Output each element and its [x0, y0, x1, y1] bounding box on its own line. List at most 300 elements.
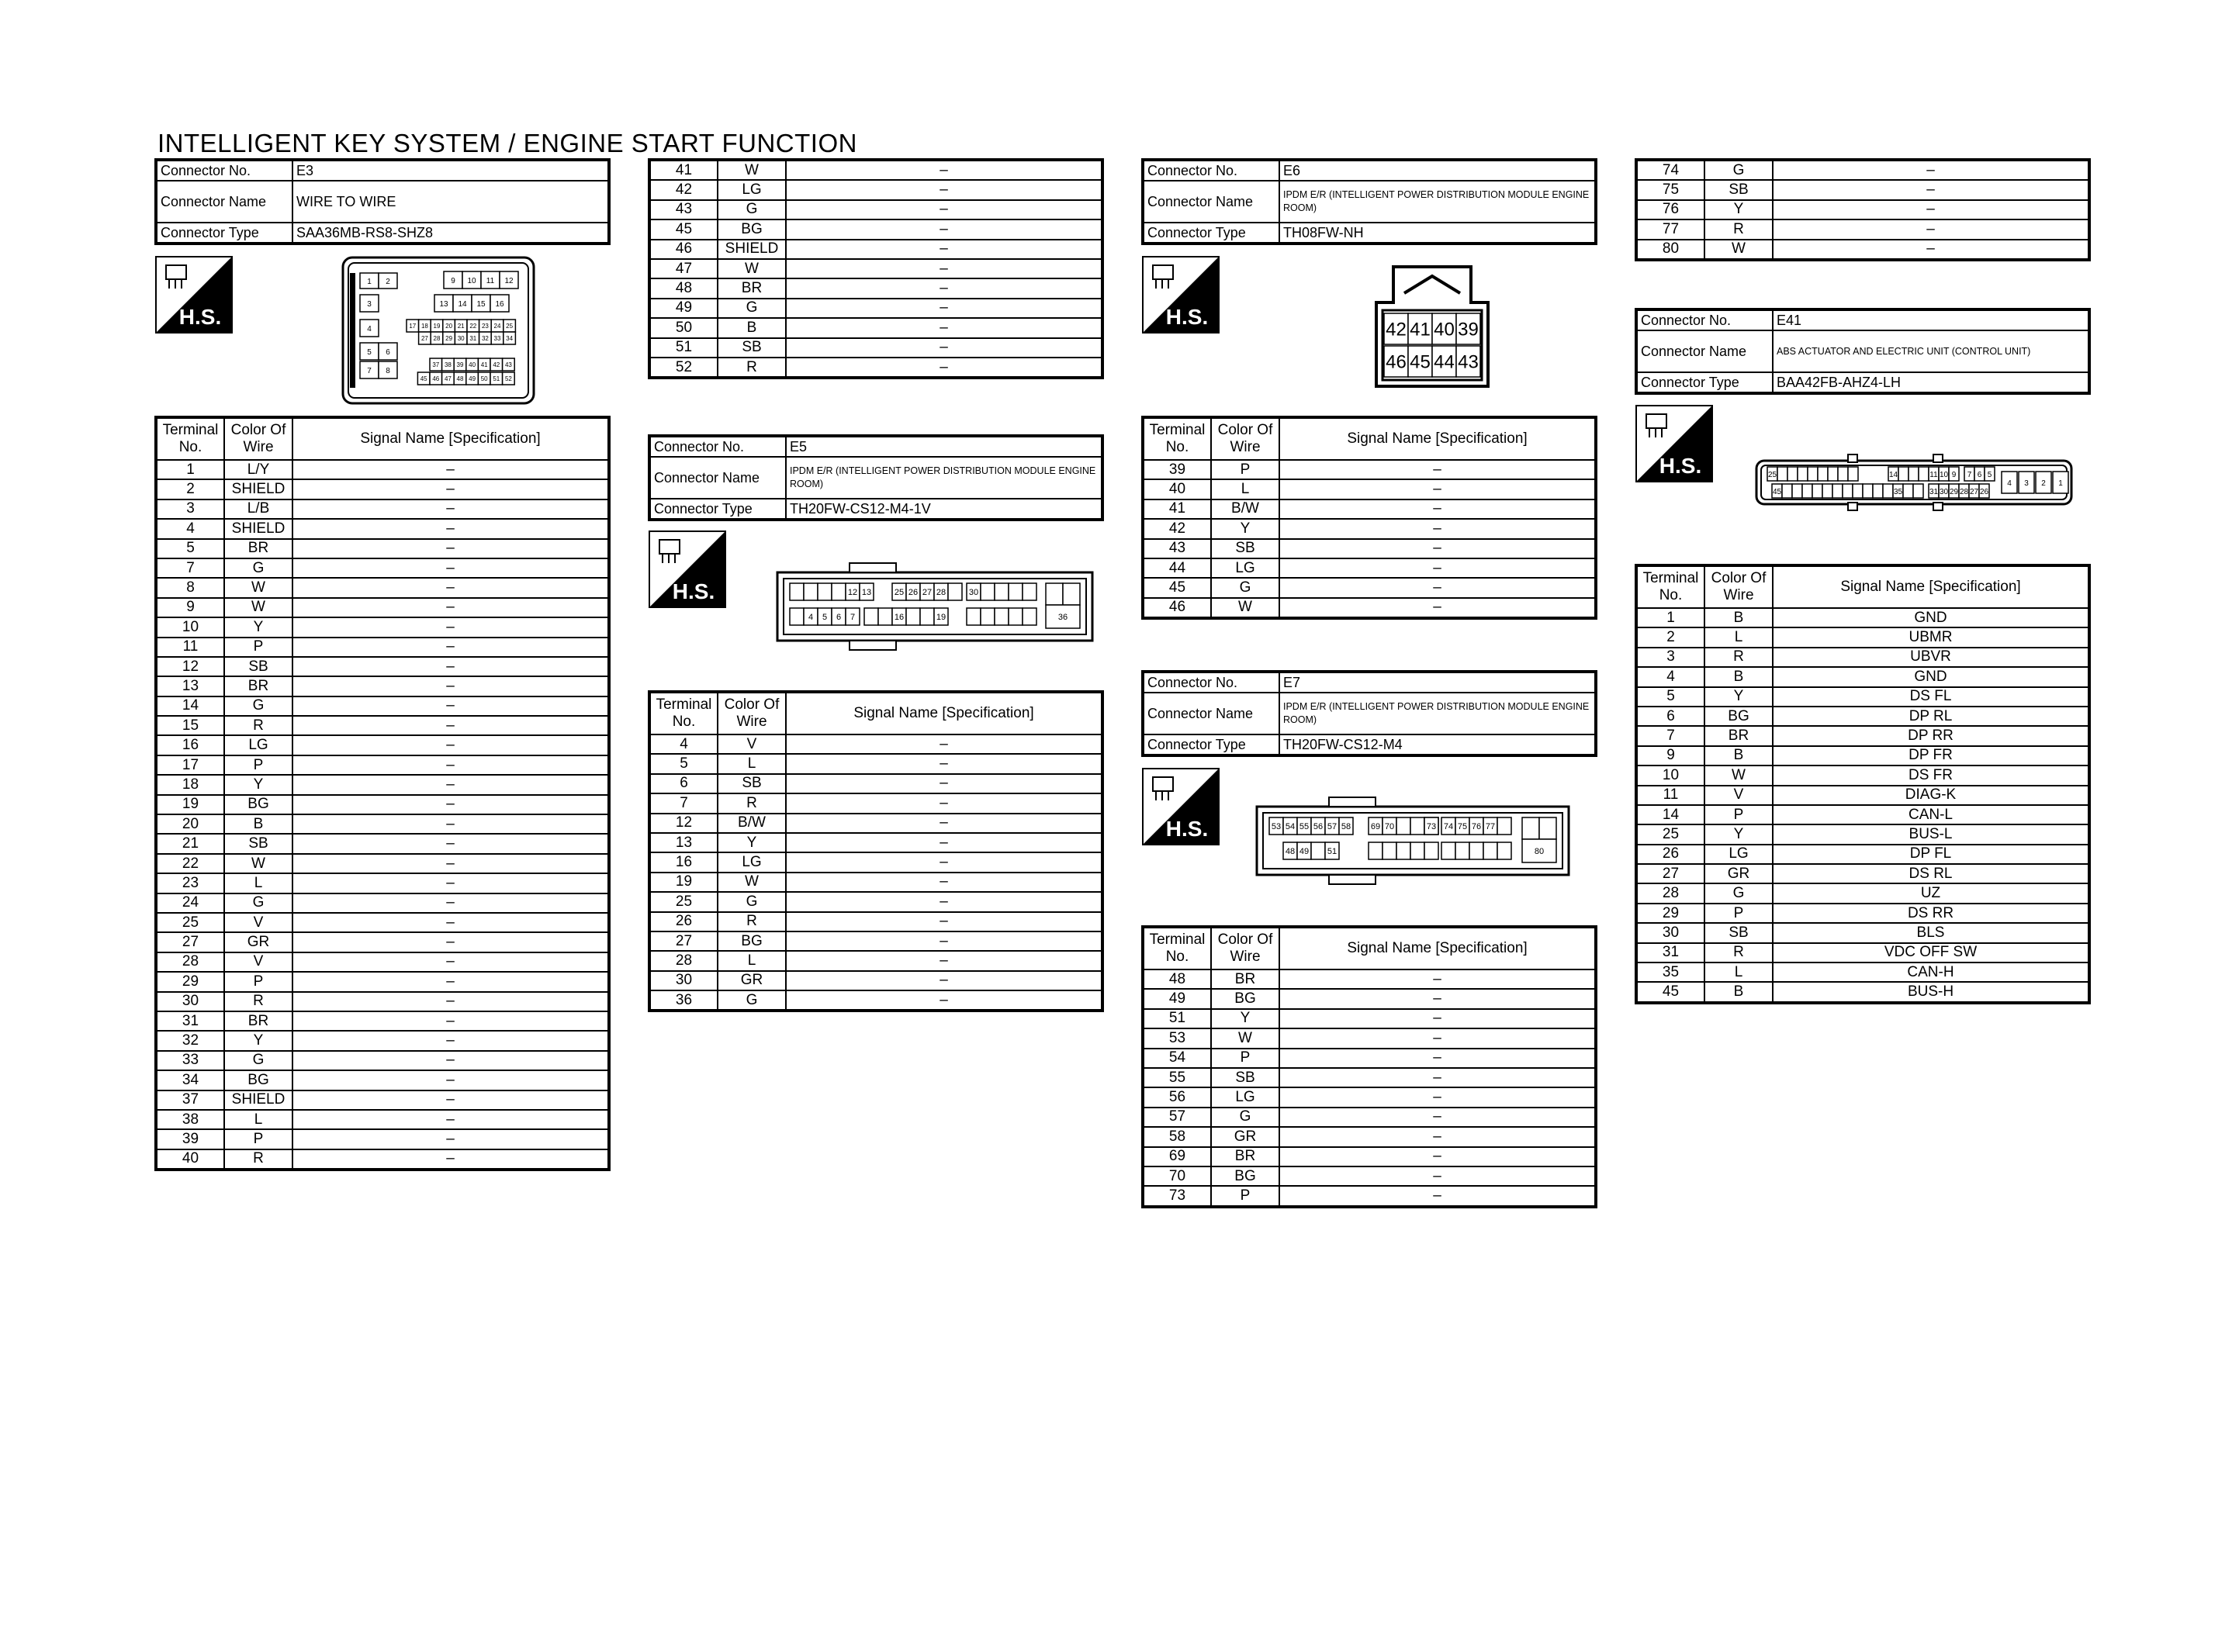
table-row: [1636, 687, 2089, 707]
table-row: [156, 775, 609, 794]
connector-name-label: Connector Name: [1636, 330, 1773, 372]
terminal-no-cell: 5: [649, 754, 718, 773]
wire-color-cell: L: [718, 754, 786, 773]
pin-cell: [1469, 842, 1483, 859]
pin-label: 49: [1299, 847, 1310, 856]
table-row: [1636, 200, 2089, 219]
table-row: [1143, 460, 1596, 479]
pin-cell: [832, 583, 846, 600]
wire-color-cell: V: [1704, 786, 1773, 805]
connector-e5-face-icon: [776, 562, 1094, 651]
connector-e3-face-icon: [341, 256, 535, 405]
connector-e6-face-icon: [1373, 265, 1491, 389]
signal-name-cell: –: [292, 539, 609, 558]
table-row: [1143, 1108, 1596, 1127]
pin-label: 40: [469, 361, 476, 368]
signal-name-cell: BUS-H: [1773, 982, 2089, 1002]
signal-name-cell: UBVR: [1773, 648, 2089, 667]
signal-name-cell: –: [292, 834, 609, 853]
wire-color-cell: BG: [718, 219, 786, 239]
harness-side-icon: [649, 531, 726, 608]
wire-color-cell: GR: [718, 971, 786, 990]
signal-name-cell: –: [1279, 1127, 1596, 1146]
terminal-no-cell: 4: [1636, 667, 1704, 686]
pin-label: 42: [493, 361, 500, 368]
signal-name-cell: –: [1279, 460, 1596, 479]
table-row: [1143, 598, 1596, 618]
wire-color-cell: R: [224, 1149, 292, 1170]
connector-type-label: Connector Type: [1143, 223, 1279, 244]
wire-color-cell: W: [1211, 598, 1279, 618]
wire-color-cell: G: [1704, 883, 1773, 903]
pin-label: 2: [2041, 479, 2046, 488]
pin-label: 3: [367, 300, 372, 309]
terminal-no-header: Terminal No.: [649, 692, 718, 734]
terminal-no-cell: 42: [1143, 519, 1211, 538]
table-row: [1636, 240, 2089, 260]
signal-name-cell: DIAG-K: [1773, 786, 2089, 805]
pin-cell: [1843, 484, 1853, 498]
wire-color-cell: G: [224, 558, 292, 578]
signal-name-cell: –: [786, 873, 1102, 892]
table-row: [1143, 1028, 1596, 1048]
signal-name-cell: –: [786, 912, 1102, 931]
terminal-no-cell: 45: [1636, 982, 1704, 1002]
pin-label: 30: [1939, 488, 1949, 496]
signal-name-cell: –: [786, 180, 1102, 199]
wire-color-cell: BR: [1211, 969, 1279, 989]
table-row: [156, 1129, 609, 1149]
signal-name-cell: –: [292, 1090, 609, 1110]
terminal-no-cell: 15: [156, 716, 224, 735]
pin-cell: [1909, 467, 1919, 481]
table-row: [156, 1149, 609, 1170]
signal-name-cell: DS RR: [1773, 904, 2089, 923]
signal-name-cell: –: [786, 814, 1102, 833]
pin-cell: [995, 608, 1009, 625]
pin-cell: [1023, 608, 1036, 625]
table-row: [156, 795, 609, 814]
terminal-no-cell: 23: [156, 873, 224, 893]
pin-label: 4: [808, 613, 814, 622]
signal-name-cell: –: [292, 1031, 609, 1050]
signal-name-cell: –: [292, 598, 609, 617]
wire-color-cell: G: [1704, 160, 1773, 180]
pin-label: 76: [1471, 822, 1482, 831]
signal-name-cell: –: [292, 1051, 609, 1070]
connector-e41-info: [1635, 308, 2091, 395]
terminal-no-cell: 35: [1636, 963, 1704, 982]
table-row: [649, 774, 1102, 793]
terminal-no-cell: 31: [156, 1011, 224, 1031]
connector-type-value: TH20FW-CS12-M4: [1279, 734, 1596, 755]
terminal-no-cell: 30: [649, 971, 718, 990]
pin-label: 22: [469, 322, 477, 330]
wire-color-cell: G: [224, 696, 292, 716]
pin-cell: [1798, 467, 1808, 481]
table-row: [649, 990, 1102, 1011]
pin-label: 26: [908, 588, 919, 597]
signal-name-cell: –: [786, 774, 1102, 793]
pin-label: 25: [894, 588, 905, 597]
wire-color-cell: BG: [224, 1070, 292, 1090]
pin-cell: [906, 608, 920, 625]
pin-cell: [1802, 484, 1812, 498]
pin-label: 25: [1767, 471, 1777, 479]
terminal-no-cell: 56: [1143, 1087, 1211, 1107]
pin-label: 32: [481, 334, 489, 342]
pin-label: 54: [1285, 822, 1296, 831]
terminal-no-cell: 32: [156, 1031, 224, 1050]
e7-terminal-table-continued: [1635, 158, 2091, 261]
table-row: [1636, 923, 2089, 942]
wire-color-cell: B/W: [1211, 499, 1279, 519]
pin-label: 69: [1370, 822, 1381, 831]
hs-text: H.S.: [1165, 305, 1209, 329]
connector-no-value: E6: [1279, 160, 1596, 181]
table-row: [1636, 982, 2089, 1002]
pin-cell: [1898, 467, 1909, 481]
pin-cell: [1792, 484, 1802, 498]
e6-terminal-table: [1141, 416, 1597, 620]
connector-no-label: Connector No.: [156, 160, 292, 181]
terminal-no-cell: 37: [156, 1090, 224, 1110]
signal-name-cell: –: [292, 873, 609, 893]
table-row: [1143, 1127, 1596, 1146]
connector-no-label: Connector No.: [1636, 309, 1773, 330]
table-row: [1636, 219, 2089, 239]
wire-color-cell: G: [224, 893, 292, 913]
connector-e41-face-icon: [1755, 453, 2073, 512]
signal-name-cell: DS FL: [1773, 687, 2089, 707]
wire-color-cell: GR: [1211, 1127, 1279, 1146]
signal-name-cell: –: [1279, 519, 1596, 538]
signal-name-cell: BLS: [1773, 923, 2089, 942]
pin-label: 37: [432, 361, 440, 368]
terminal-no-cell: 45: [649, 219, 718, 239]
table-row: [1143, 539, 1596, 558]
terminal-no-header: Terminal No.: [1143, 417, 1211, 460]
pin-label: 40: [1434, 319, 1455, 340]
terminal-no-cell: 8: [156, 578, 224, 597]
wire-color-cell: W: [718, 259, 786, 278]
wire-color-cell: W: [224, 854, 292, 873]
table-row: [1143, 578, 1596, 597]
table-row: [156, 1051, 609, 1070]
wire-color-cell: B: [718, 318, 786, 337]
wire-color-cell: R: [1704, 219, 1773, 239]
pin-cell: [1787, 467, 1798, 481]
wire-color-cell: SB: [224, 834, 292, 853]
wire-color-cell: L/B: [224, 499, 292, 519]
table-row: [1636, 845, 2089, 864]
table-row: [1636, 160, 2089, 180]
pin-label: 31: [469, 334, 477, 342]
pin-cell: [1455, 842, 1469, 859]
wire-color-cell: P: [1704, 904, 1773, 923]
pin-cell: [967, 608, 981, 625]
pin-label: 10: [1939, 471, 1949, 479]
terminal-no-cell: 42: [649, 180, 718, 199]
wire-color-cell: P: [1211, 1049, 1279, 1068]
wire-color-cell: B: [1704, 746, 1773, 766]
table-row: [1636, 746, 2089, 766]
table-row: [649, 814, 1102, 833]
wire-color-cell: P: [224, 755, 292, 775]
pin-cell: [1009, 583, 1023, 600]
terminal-no-cell: 20: [156, 814, 224, 834]
table-row: [649, 873, 1102, 892]
table-row: [1143, 969, 1596, 989]
connector-e3-info: [154, 158, 611, 245]
signal-name-cell: –: [292, 499, 609, 519]
terminal-no-cell: 7: [156, 558, 224, 578]
signal-name-cell: –: [292, 578, 609, 597]
wire-color-cell: V: [718, 734, 786, 754]
signal-name-header: Signal Name [Specification]: [292, 417, 609, 460]
terminal-no-cell: 77: [1636, 219, 1704, 239]
signal-name-cell: –: [292, 696, 609, 716]
signal-name-cell: –: [786, 951, 1102, 970]
signal-name-cell: –: [292, 893, 609, 913]
wire-color-cell: BR: [718, 278, 786, 298]
wire-color-cell: Y: [1704, 200, 1773, 219]
pin-cell: [1848, 467, 1858, 481]
table-row: [1636, 627, 2089, 647]
wire-color-cell: G: [224, 1051, 292, 1070]
pin-label: 8: [386, 367, 390, 375]
pin-label: 56: [1313, 822, 1324, 831]
pin-cell: [1410, 842, 1424, 859]
signal-name-cell: –: [786, 259, 1102, 278]
pin-cell: [1369, 842, 1383, 859]
pin-label: 5: [367, 348, 372, 357]
pin-label: 74: [1443, 822, 1454, 831]
pin-cell: [1497, 817, 1511, 835]
connector-name-value: IPDM E/R (INTELLIGENT POWER DISTRIBUTION MODULE ENGINE ROOM): [1279, 693, 1596, 734]
table-row: [1143, 1186, 1596, 1206]
signal-name-cell: CAN-H: [1773, 963, 2089, 982]
pin-label: 27: [1969, 488, 1979, 496]
pin-label: 4: [367, 325, 372, 334]
wire-color-cell: L: [718, 951, 786, 970]
signal-name-cell: –: [786, 734, 1102, 754]
table-row: [156, 893, 609, 913]
table-row: [1636, 824, 2089, 844]
pin-label: 11: [1929, 471, 1938, 479]
wire-color-cell: P: [1211, 460, 1279, 479]
pin-cell: [1311, 842, 1325, 859]
pin-label: 7: [1967, 471, 1972, 479]
table-row: [156, 972, 609, 991]
wire-color-cell: B: [1704, 608, 1773, 627]
terminal-no-cell: 7: [649, 793, 718, 813]
wire-color-cell: SB: [1704, 180, 1773, 199]
terminal-no-cell: 49: [649, 299, 718, 318]
table-row: [1636, 667, 2089, 686]
signal-name-cell: –: [786, 240, 1102, 259]
signal-name-cell: –: [786, 852, 1102, 872]
signal-name-cell: –: [292, 460, 609, 479]
pin-label: 10: [467, 277, 476, 285]
signal-name-cell: UZ: [1773, 883, 2089, 903]
terminal-no-cell: 57: [1143, 1108, 1211, 1127]
pin-label: 13: [861, 588, 872, 597]
signal-name-cell: –: [292, 795, 609, 814]
terminal-no-cell: 13: [156, 676, 224, 696]
table-row: [649, 240, 1102, 259]
wire-color-cell: LG: [1211, 1087, 1279, 1107]
terminal-no-cell: 12: [649, 814, 718, 833]
table-row: [649, 931, 1102, 951]
table-row: [156, 1070, 609, 1090]
pin-label: 3: [2024, 479, 2029, 488]
wire-color-cell: SB: [224, 657, 292, 676]
table-row: [1143, 519, 1596, 538]
pin-label: 73: [1426, 822, 1437, 831]
table-row: [1636, 786, 2089, 805]
table-row: [1636, 608, 2089, 627]
terminal-no-cell: 17: [156, 755, 224, 775]
signal-name-cell: –: [292, 1149, 609, 1170]
wire-color-cell: BR: [1704, 726, 1773, 745]
pin-label: 11: [486, 277, 495, 285]
wire-color-cell: BR: [224, 539, 292, 558]
terminal-no-cell: 24: [156, 893, 224, 913]
terminal-no-cell: 36: [649, 990, 718, 1011]
terminal-no-cell: 46: [649, 240, 718, 259]
connector-name-label: Connector Name: [1143, 181, 1279, 223]
table-row: [156, 598, 609, 617]
signal-name-cell: –: [1279, 499, 1596, 519]
color-of-wire-header: Color Of Wire: [1211, 927, 1279, 969]
wire-color-cell: W: [718, 160, 786, 180]
pin-label: 70: [1384, 822, 1395, 831]
wire-color-cell: BG: [1211, 989, 1279, 1008]
wire-color-cell: Y: [224, 617, 292, 637]
pin-label: 34: [506, 334, 514, 342]
terminal-no-cell: 52: [649, 358, 718, 378]
terminal-no-cell: 19: [649, 873, 718, 892]
signal-name-cell: UBMR: [1773, 627, 2089, 647]
signal-name-cell: –: [786, 793, 1102, 813]
table-row: [649, 160, 1102, 180]
signal-name-cell: GND: [1773, 667, 2089, 686]
wire-color-cell: SB: [718, 338, 786, 358]
terminal-no-cell: 43: [649, 200, 718, 219]
pin-cell: [1822, 484, 1832, 498]
pin-label: 5: [822, 613, 828, 622]
wire-color-cell: BG: [1211, 1166, 1279, 1186]
connector-no-value: E7: [1279, 672, 1596, 693]
signal-name-cell: DP FR: [1773, 746, 2089, 766]
wire-color-cell: B: [1704, 667, 1773, 686]
pin-label: 2: [386, 278, 390, 286]
pin-label: 28: [433, 334, 441, 342]
pin-cell: [1063, 583, 1080, 605]
pin-label: 38: [444, 361, 452, 368]
wire-color-cell: Y: [224, 775, 292, 794]
wire-color-cell: L: [224, 1110, 292, 1129]
hs-text: H.S.: [1165, 817, 1209, 841]
terminal-no-cell: 53: [1143, 1028, 1211, 1048]
signal-name-cell: BUS-L: [1773, 824, 2089, 844]
table-row: [649, 833, 1102, 852]
signal-name-cell: –: [292, 638, 609, 657]
terminal-no-cell: 10: [1636, 766, 1704, 785]
wire-color-cell: Y: [718, 833, 786, 852]
wire-color-cell: B: [1704, 982, 1773, 1002]
connector-name-value: IPDM E/R (INTELLIGENT POWER DISTRIBUTION MODULE ENGINE ROOM): [786, 457, 1102, 499]
pin-label: 25: [506, 322, 514, 330]
table-row: [1636, 864, 2089, 883]
terminal-no-cell: 1: [1636, 608, 1704, 627]
hs-text: H.S.: [178, 305, 222, 329]
wire-color-cell: Y: [224, 1031, 292, 1050]
pin-cell: [1913, 484, 1923, 498]
wire-color-cell: SHIELD: [224, 519, 292, 538]
signal-name-cell: –: [1279, 1186, 1596, 1206]
signal-name-cell: –: [786, 318, 1102, 337]
signal-name-cell: –: [292, 735, 609, 755]
table-row: [649, 338, 1102, 358]
pin-cell: [1903, 484, 1913, 498]
connector-type-label: Connector Type: [1143, 734, 1279, 755]
pin-cell: [1046, 583, 1063, 605]
e3-terminal-table: [154, 416, 611, 1171]
wire-color-cell: L: [1704, 627, 1773, 647]
table-row: [649, 912, 1102, 931]
wire-color-cell: BG: [718, 931, 786, 951]
wire-color-cell: W: [1704, 766, 1773, 785]
pin-label: 23: [481, 322, 489, 330]
terminal-no-cell: 25: [156, 913, 224, 932]
terminal-no-cell: 43: [1143, 539, 1211, 558]
signal-name-cell: –: [292, 932, 609, 952]
signal-name-cell: –: [786, 160, 1102, 180]
pin-cell: [878, 608, 892, 625]
wire-color-cell: G: [1211, 578, 1279, 597]
table-row: [156, 992, 609, 1011]
wire-color-cell: V: [224, 913, 292, 932]
pin-cell: [1919, 467, 1929, 481]
table-row: [649, 318, 1102, 337]
terminal-no-cell: 28: [649, 951, 718, 970]
pin-label: 39: [456, 361, 464, 368]
signal-name-cell: –: [1279, 1108, 1596, 1127]
signal-name-cell: –: [292, 657, 609, 676]
terminal-no-cell: 30: [1636, 923, 1704, 942]
wire-color-cell: SB: [1211, 539, 1279, 558]
wire-color-cell: BG: [224, 795, 292, 814]
pin-cell: [948, 583, 962, 600]
wire-color-cell: R: [224, 716, 292, 735]
connector-type-label: Connector Type: [1636, 372, 1773, 393]
wire-color-cell: SHIELD: [224, 479, 292, 499]
terminal-no-cell: 40: [1143, 479, 1211, 499]
table-row: [649, 892, 1102, 911]
signal-name-cell: –: [292, 1011, 609, 1031]
pin-label: 6: [386, 348, 390, 357]
wire-color-cell: R: [224, 992, 292, 1011]
connector-no-label: Connector No.: [1143, 160, 1279, 181]
signal-name-cell: –: [292, 676, 609, 696]
terminal-no-cell: 70: [1143, 1166, 1211, 1186]
terminal-no-cell: 29: [156, 972, 224, 991]
table-row: [1143, 479, 1596, 499]
pin-label: 47: [444, 375, 452, 382]
wire-color-cell: LG: [224, 735, 292, 755]
